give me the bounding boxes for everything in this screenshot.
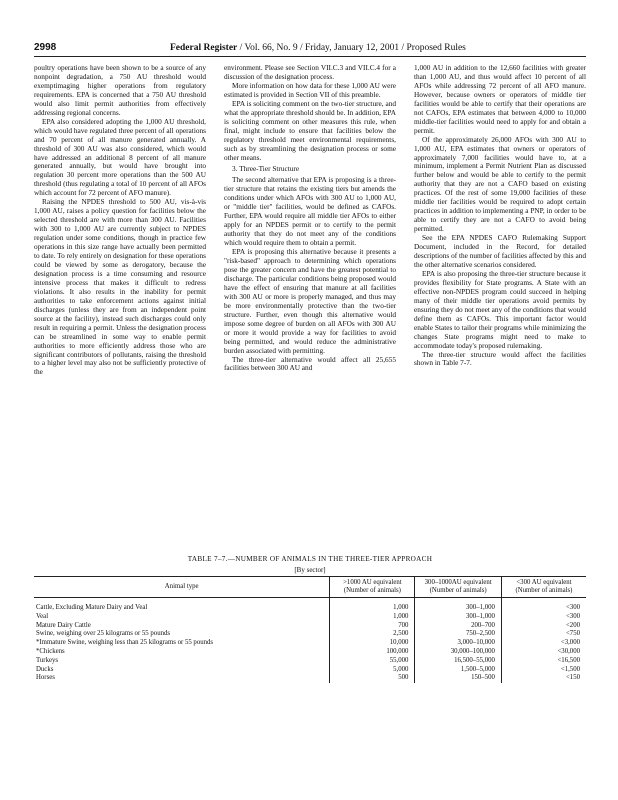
text-columns xyxy=(34,64,586,550)
cell-over-1000: 500 xyxy=(330,674,415,683)
cell-under-300: <3,000 xyxy=(501,639,586,648)
paragraph: Of the approximately 26,000 AFOs with 300 AU to 1,000 AU, EPA estimates that owners or operators of approximately 7,000 facilities would have to, at a minimum, implement a Permit Nutrient Plan as discussed further below and would be able to certify to the permit authority that they are not a CAFO based on existing practices. Of the rest of some 19,000 facilities of these middle tier facilities would be required to adopt certain practices in addition to implementing a PNP, in order to be able to certify they are not a CAFO to avoid being permitted. xyxy=(414,134,586,234)
paragraph: 1,000 AU in addition to the 12,660 facilities with greater than 1,000 AU, and thus would affect 10 percent of all AFOs while addressing 72 percent of all AFO manure. However, because owners or operators of middle tier facilities would be able to certify that their operations are not CAFOs, EPA estimates that between 4,000 to 10,000 middle-tier facilities would need to apply for and obtain a permit. xyxy=(414,64,586,135)
animal-name: *Immature Swine, weighing less than 25 kilograms or 55 pounds xyxy=(36,639,214,647)
paragraph: Raising the NPDES threshold to 500 AU, vis-à-vis 1,000 AU, raises a policy question for facilities below the selected threshold are with more than 300 AU. Facilities with 300 to 1,000 AU are currently subject to NPDES regulation under some conditions, though in practice few operations in this size range have actually been permitted to date. To rely entirely on designation for these operations could be viewed by some as derogatory, because the designation process is a time consuming and resource intensive process that makes it difficult to redress violations. It also results in the inability for permit authorities to take enforcement actions against initial discharges (unless they are from an independent point source at the facility), instead such discharges could only result in requiring a permit. Unless the designation process can be streamlined in some way to enable permit authorities to more efficiently address those who are significant contributors of pollutants, raising the threshold to a higher level may also not be sufficiently protective of the xyxy=(34,197,206,377)
table-row xyxy=(34,666,586,675)
cell-300-1000: 150–500 xyxy=(415,674,501,683)
cell-under-300: <300 xyxy=(501,613,586,622)
cell-over-1000: 5,000 xyxy=(330,666,415,675)
cell-over-1000: 2,500 xyxy=(330,630,415,639)
page-number: 2998 xyxy=(34,42,57,53)
cell-over-1000: 10,000 xyxy=(330,639,415,648)
paragraph: EPA is also proposing the three-tier structure because it provides flexibility for State programs. A State with an effective non-NPDES program could succeed in helping many of their middle tier operations avoid permits by ensuring they do not meet any of the conditions that would define them as CAFOs. This important factor would enable States to tailor their programs while minimizing the changes State programs might need to make to accommodate today's proposed rulemaking. xyxy=(414,268,586,350)
cell-over-1000: 100,000 xyxy=(330,648,415,657)
paragraph: EPA also considered adopting the 1,000 AU threshold, which would have regulated three percent of all operations and 70 percent of all manure generated annually. A threshold of 300 AU was also considered, which would have addressed an additional 8 percent of all manure generated annually, but would have brought into regulation 30 percent more operations than the 500 AU threshold (thus regulating a total of 10 percent of all AFOs which account for 72 percent of AFO manure). xyxy=(34,116,206,198)
cell-under-300: <750 xyxy=(501,630,586,639)
table-subtitle: [By sector] xyxy=(294,566,326,574)
cell-under-300: <150 xyxy=(501,674,586,683)
animal-name: Mature Dairy Cattle xyxy=(36,621,91,629)
table-row xyxy=(34,648,586,657)
cell-300-1000: 200–700 xyxy=(415,622,501,631)
cell-300-1000: 300–1,000 xyxy=(415,604,501,613)
table-row xyxy=(34,630,586,639)
table-title: TABLE 7–7.—NUMBER OF ANIMALS IN THE THREE-TIER APPROACH xyxy=(187,555,433,563)
paragraph: See the EPA NPDES CAFO Rulemaking Support Document, included in the Record, for detailed descriptions of the number of facilities affected by this and the other alternative scenarios considered. xyxy=(414,233,586,269)
animal-name: Cattle, Excluding Mature Dairy and Veal xyxy=(36,604,148,611)
paragraph: poultry operations have been shown to be a source of any nonpoint degradation, a 750 AU threshold would exemptimaging higher operations from regulatory requirements. EPA is concerned that a 750 AU threshold would also limit permit authorities from effectively addressing regional concerns. xyxy=(34,64,206,117)
cell-300-1000: 750–2,500 xyxy=(415,630,501,639)
animal-name: Swine, weighing over 25 kilograms or 55 pounds xyxy=(36,630,171,638)
animal-name: Ducks xyxy=(36,665,54,673)
table-row xyxy=(34,604,586,613)
table-row xyxy=(34,613,586,622)
cell-300-1000: 1,500–5,000 xyxy=(415,666,501,675)
publication-name: Federal Register xyxy=(170,43,238,53)
cell-300-1000: 3,000–10,000 xyxy=(415,639,501,648)
cell-over-1000: 1,000 xyxy=(330,604,415,613)
animal-name: Veal xyxy=(36,612,49,620)
table-row xyxy=(34,622,586,631)
cell-300-1000: 300–1,000 xyxy=(415,613,501,622)
table-row xyxy=(34,674,586,683)
paragraph: The three-tier alternative would affect all 25,655 facilities between 300 AU and xyxy=(224,354,396,373)
column-3 xyxy=(414,64,586,550)
paragraph: environment. Please see Section VII.C.3 and VII.C.4 for a discussion of the designation process. xyxy=(224,64,396,81)
animal-name: *Chickens xyxy=(36,647,65,655)
header-300-1000: 300–1000AU equivalent (Number of animals) xyxy=(415,577,501,598)
publication-line xyxy=(170,42,466,54)
issue-info: / Vol. 66, No. 9 / Friday, January 12, 2001 / Proposed Rules xyxy=(237,43,466,53)
cell-over-1000: 700 xyxy=(330,622,415,631)
cell-300-1000: 16,500–55,000 xyxy=(415,657,501,666)
running-header xyxy=(34,42,586,57)
section-heading: 3. Three-Tier Structure xyxy=(232,164,300,174)
animals-table xyxy=(34,576,586,683)
cell-over-1000: 55,000 xyxy=(330,657,415,666)
table-row xyxy=(34,639,586,648)
header-under-300: <300 AU equivalent (Number of animals) xyxy=(501,577,586,598)
table-header-row xyxy=(34,577,586,598)
cell-under-300: <300 xyxy=(501,604,586,613)
cell-under-300: <16,500 xyxy=(501,657,586,666)
header-animal-type: Animal type xyxy=(34,577,330,598)
cell-under-300: <200 xyxy=(501,622,586,631)
paragraph: The three-tier structure would affect the facilities shown in Table 7-7. xyxy=(414,349,586,368)
cell-300-1000: 30,000–100,000 xyxy=(415,648,501,657)
header-over-1000: >1000 AU equivalent (Number of animals) xyxy=(330,577,415,598)
paragraph: EPA is soliciting comment on the two-tier structure, and what the appropriate threshold should be. In addition, EPA is soliciting comment on other measures this rule, when final, might include to ensure that facilities below the regulatory threshold meet environmental requirements, such as by streamlining the designation process or some other means. xyxy=(224,98,396,162)
paragraph: EPA is proposing this alternative because it presents a "risk-based" approach to determining which operations pose the greater concern and have the greatest potential to discharge. The particular conditions being proposed would have the effect of ensuring that manure at all facilities with 300 AU or more is properly managed, and thus may be more environmentally protective than the two-tier structure. Further, even though this alternative would impose some degree of burden on all AFOs with 300 AU or more it would provide a way for facilities to avoid being permitted, and would reduce the administrative burden associated with permitting. xyxy=(224,247,396,355)
animal-name: Horses xyxy=(36,674,55,682)
table-row xyxy=(34,657,586,666)
column-1 xyxy=(34,64,206,550)
column-2 xyxy=(224,64,396,550)
cell-under-300: <1,500 xyxy=(501,666,586,675)
animal-name: Turkeys xyxy=(36,656,59,664)
paragraph: The second alternative that EPA is proposing is a three-tier structure that retains the existing tiers but amends the conditions under which AFOs with 300 AU to 1,000 AU, or "middle tier" facilities, would be defined as CAFOs. Further, EPA would require all middle tier AFOs to either apply for an NPDES permit or to certify to the permit authority that they do not meet any of the conditions which would require them to obtain a permit. xyxy=(224,175,396,248)
cell-over-1000: 1,000 xyxy=(330,613,415,622)
cell-under-300: <30,000 xyxy=(501,648,586,657)
paragraph: More information on how data for these 1,000 AU were estimated is provided in Section VII of this preamble. xyxy=(224,80,396,99)
